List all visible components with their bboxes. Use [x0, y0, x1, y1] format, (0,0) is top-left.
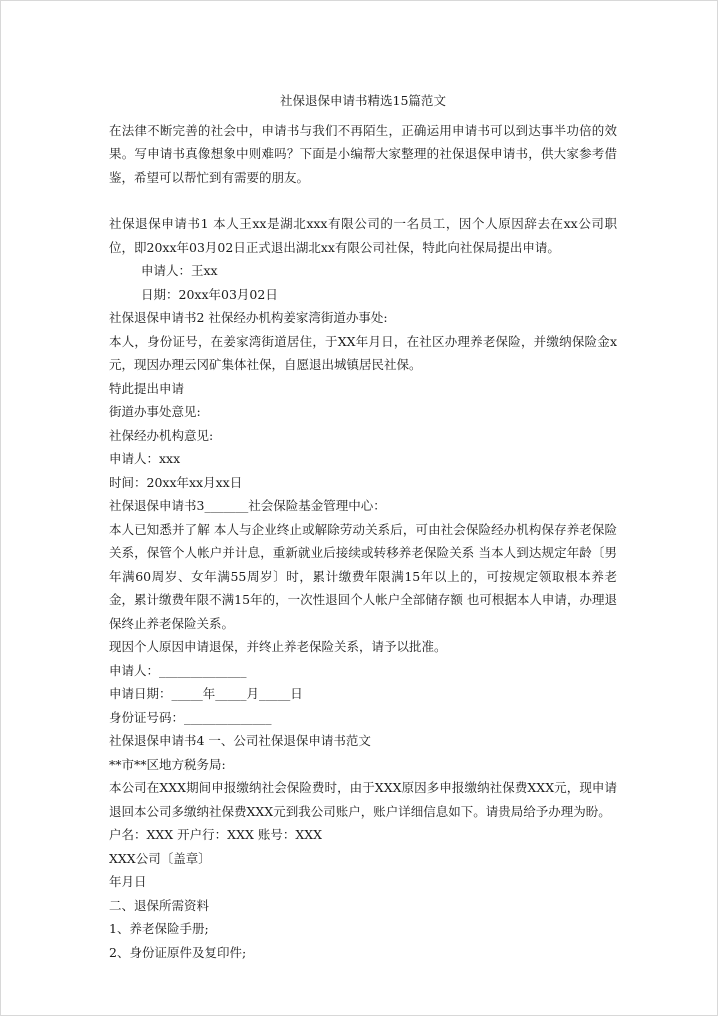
section4-item-1: 1、养老保险手册;	[109, 921, 209, 936]
section2-applicant: 申请人：xxx	[109, 451, 181, 466]
section4-date: 年月日	[109, 874, 147, 889]
section1-body: 社保退保申请书1 本人王xx是湖北xxx有限公司的一名员工，因个人原因辞去在xx公司职位，即20xx年03月02日正式退出湖北xx有限公司社保，特此向社保局提出申请。	[109, 216, 617, 255]
section3-date: 申请日期：_____年_____月_____日	[109, 686, 303, 701]
section4-addressee: **市**区地方税务局:	[109, 756, 226, 772]
section2-street-opinion: 街道办事处意见:	[109, 404, 201, 419]
section2-request: 特此提出申请	[109, 380, 185, 396]
section4-seal: XXX公司〔盖章〕	[109, 850, 211, 866]
section3-applicant: 申请人：______________	[109, 662, 247, 678]
section3-request: 现因个人原因申请退保，并终止养老保险关系，请予以批准。	[109, 639, 447, 654]
section1-applicant: 申请人：王xx	[141, 263, 218, 278]
section3-id-number: 身份证号码：______________	[109, 709, 272, 725]
section2-body: 本人，身份证号，在姜家湾街道居住，于XX年月日，在社区办理养老保险，并缴纳保险金x元，现因办理云冈矿集体社保，自愿退出城镇居民社保。	[109, 333, 617, 372]
section1-date: 日期：20xx年03月02日	[141, 286, 278, 302]
section2-agency-opinion: 社保经办机构意见:	[109, 427, 214, 443]
section3-heading: 社保退保申请书3_______社会保险基金管理中心：	[109, 498, 386, 513]
section3-body: 本人已知悉并了解 本人与企业终止或解除劳动关系后，可由社会保险经办机构保存养老保险关系，保管个人帐户并计息，重新就业后接续或转移养老保险关系 当本人到达规定年龄〔男年满60周岁、女年满55周岁〕时，累计缴费年限满15年以上的，可按规定领取根本养老金，累计缴费年限不满15年的，一次性退回个人帐户全部储存额 也可根据本人申请，办理退保终止养老保险关系。	[109, 521, 617, 631]
section4-materials-heading: 二、退保所需资料	[109, 897, 210, 913]
section4-item-2: 2、身份证原件及复印件;	[109, 944, 247, 960]
paragraph-gap	[109, 189, 617, 212]
section4-account-info: 户名：XXX 开户行：XXX 账号：XXX	[109, 827, 323, 842]
section2-time: 时间：20xx年xx月xx日	[109, 474, 243, 490]
document-title: 社保退保申请书精选15篇范文	[280, 93, 446, 108]
section4-body: 本公司在XXX期间申报缴纳社会保险费时，由于XXX原因多申报缴纳社保费XXX元，现申请退回本公司多缴纳社保费XXX元到我公司账户，账户详细信息如下。请贵局给予办理为盼。	[109, 780, 617, 819]
section4-heading: 社保退保申请书4 一、公司社保退保申请书范文	[109, 733, 371, 748]
section2-heading: 社保退保申请书2 社保经办机构姜家湾街道办事处:	[109, 310, 388, 325]
intro-paragraph: 在法律不断完善的社会中，申请书与我们不再陌生，正确运用申请书可以到达事半功倍的效果。写申请书真像想象中则难吗？下面是小编帮大家整理的社保退保申请书，供大家参考借鉴，希望可以帮忙到有需要的朋友。	[109, 122, 617, 185]
document-content	[109, 89, 617, 964]
